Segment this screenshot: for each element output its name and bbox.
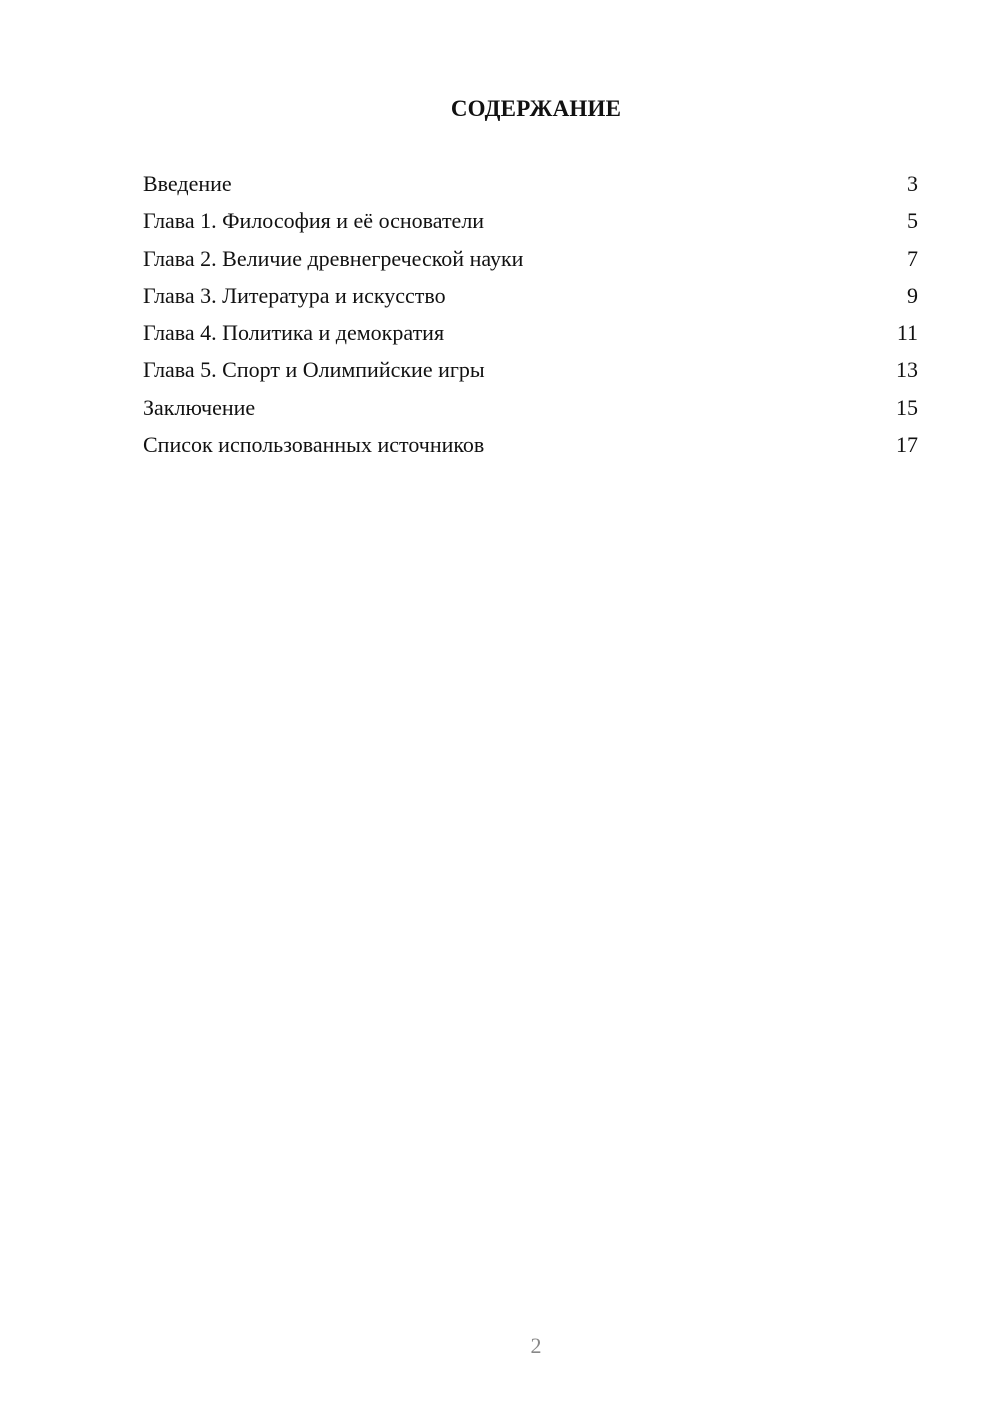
toc-entry-page: 11 (896, 320, 918, 346)
toc-entry-chapter-3 (143, 280, 918, 317)
toc-entry-page: 5 (907, 208, 918, 234)
toc-entry-label: Глава 1. Философия и её основатели (143, 208, 485, 234)
toc-entry-introduction (143, 168, 918, 205)
toc-entry-references (143, 429, 918, 466)
toc-entry-chapter-2 (143, 243, 918, 280)
toc-entry-label: Глава 3. Литература и искусство (143, 282, 446, 308)
toc-entry-page: 3 (907, 171, 918, 196)
toc-entry-page: 15 (896, 394, 918, 420)
table-of-contents (143, 168, 918, 466)
page-number: 2 (530, 1333, 542, 1358)
toc-entry-conclusion (143, 392, 918, 429)
toc-entry-chapter-4 (143, 317, 918, 354)
toc-entry-page: 13 (896, 357, 918, 383)
toc-entry-label: Глава 5. Спорт и Олимпийские игры (143, 357, 485, 383)
toc-entry-page: 17 (896, 432, 918, 458)
toc-entry-page: 9 (907, 282, 918, 308)
toc-entry-page: 7 (907, 245, 918, 271)
toc-entry-label: Заключение (143, 394, 256, 420)
toc-entry-label: Глава 4. Политика и демократия (143, 320, 445, 346)
toc-title: СОДЕРЖАНИЕ (450, 96, 622, 121)
toc-entry-chapter-5 (143, 354, 918, 391)
toc-entry-chapter-1 (143, 205, 918, 242)
toc-entry-label: Глава 2. Величие древнегреческой науки (143, 245, 524, 271)
toc-entry-label: Введение (143, 171, 232, 196)
toc-entry-label: Список использованных источников (143, 432, 485, 458)
